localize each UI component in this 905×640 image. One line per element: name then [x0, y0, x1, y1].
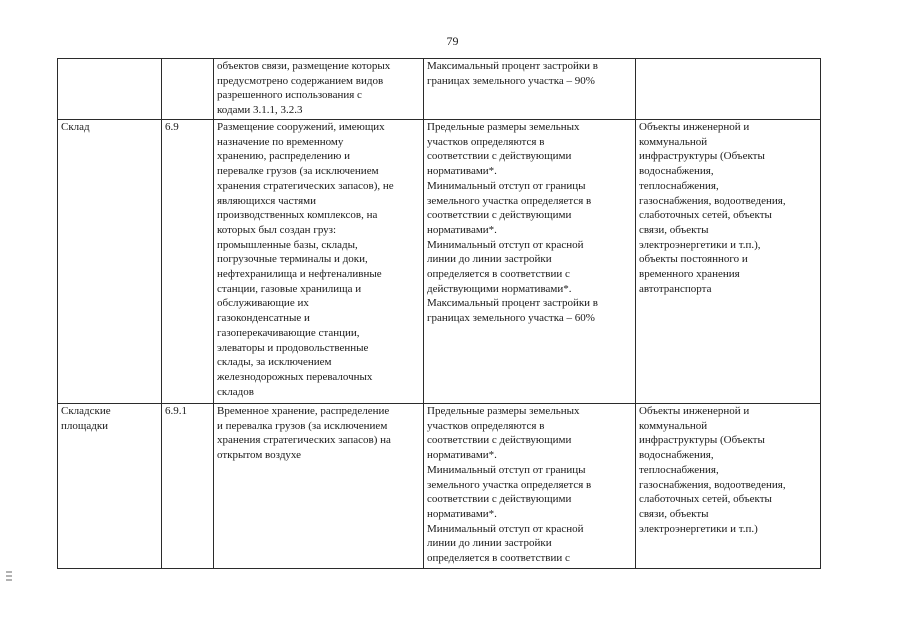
table-row-skladskie-ploshadki: [58, 404, 821, 569]
use-description-cell: Размещение сооружений, имеющих назначение по временному хранению, распределению и перевалке грузов (за исключением хранения стратегических запасов), не являющихся частями производственных комплексов, на которых был создан груз: промышленные базы, склады, погрузочные терминалы и доки, нефтехранилища и нефтеналивные станции, газовые хранилища и обслуживающие их газоконденсатные и газоперекачивающие станции, элеваторы и продовольственные склады, за исключением железнодорожных перевалочных складов: [214, 120, 424, 404]
use-name-cell: Складские площадки: [61, 405, 111, 432]
table-row-sklad: [58, 120, 821, 404]
auxiliary-uses-cell: Объекты инженерной и коммунальной инфраструктуры (Объекты водоснабжения, теплоснабжения, газоснабжения, водоотведения, слаботочных сетей, объекты связи, объекты электроэнергетики и т.п.), объекты постоянного и временного хранения автотранспорта: [636, 120, 821, 404]
land-use-table: [57, 58, 821, 569]
use-name-cell: Склад: [58, 120, 162, 404]
auxiliary-uses-cell: Объекты инженерной и коммунальной инфраструктуры (Объекты водоснабжения, теплоснабжения, газоснабжения, водоотведения, слаботочных сетей, объекты связи, объекты электроэнергетики и т.п.): [639, 405, 786, 535]
use-code-cell: 6.9.1: [165, 405, 187, 417]
use-code-cell: 6.9: [162, 120, 214, 404]
auxiliary-uses-cell: [636, 59, 821, 120]
use-code-cell: [162, 59, 214, 120]
use-parameters-cell: Предельные размеры земельных участков определяются в соответствии с действующими нормативами*. Минимальный отступ от границы земельного участка определяется в соответствии с действующими нормативами*. Минимальный отступ от красной линии до линии застройки определяется в соответствии с действующими нормативами*. Максимальный процент застройки в границах земельного участка – 60%: [424, 120, 636, 404]
use-description-cell: объектов связи, размещение которых предусмотрено содержанием видов разрешенного использования с кодами 3.1.1, 3.2.3: [214, 59, 424, 120]
use-description-cell: Временное хранение, распределение и перевалка грузов (за исключением хранения стратегических запасов) на открытом воздухе: [217, 405, 391, 462]
page-number: 79: [446, 34, 459, 48]
table-row-continuation: [58, 59, 821, 120]
use-name-cell: [58, 59, 162, 120]
use-parameters-cell: Максимальный процент застройки в границах земельного участка – 90%: [424, 59, 636, 120]
use-parameters-cell: Предельные размеры земельных участков определяются в соответствии с действующими нормативами*. Минимальный отступ от границы земельного участка определяется в соответствии с действующими нормативами*. Минимальный отступ от красной линии до линии застройки определяется в соответствии с: [427, 405, 592, 565]
scan-artifact: [6, 570, 12, 584]
